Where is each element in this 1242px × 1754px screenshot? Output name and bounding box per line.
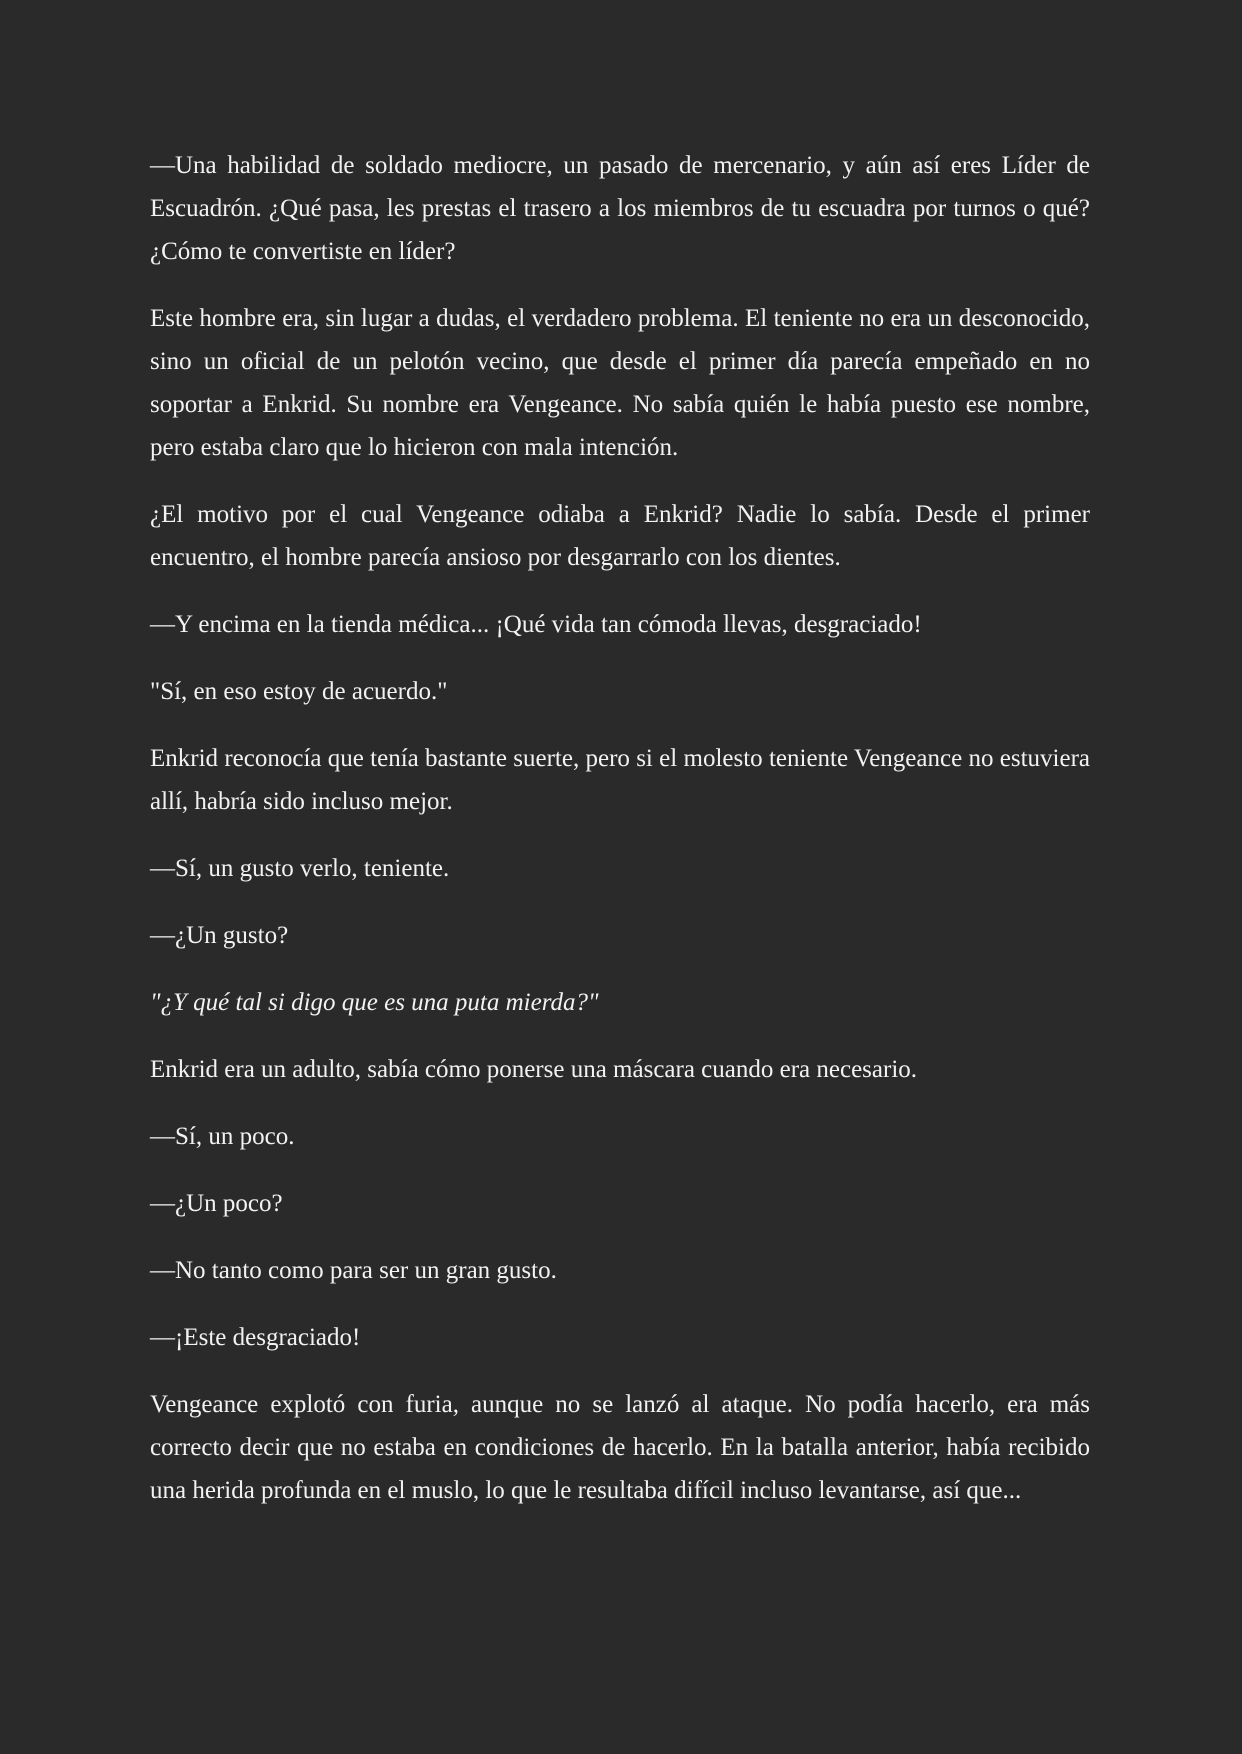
paragraph-10: Enkrid era un adulto, sabía cómo ponerse una máscara cuando era necesario. — [150, 1056, 918, 1083]
paragraph-3: ¿El motivo por el cual Vengeance odiaba a Enkrid? Nadie lo sabía. Desde el primer encuentro, el hombre parecía ansioso por desgarrarlo con los dientes. — [150, 501, 1090, 571]
paragraph-6: Enkrid reconocía que tenía bastante suerte, pero si el molesto teniente Vengeance no estuviera allí, habría sido incluso mejor. — [150, 745, 1090, 815]
paragraph-5: "Sí, en eso estoy de acuerdo." — [150, 678, 448, 705]
paragraph-15: Vengeance explotó con furia, aunque no se lanzó al ataque. No podía hacerlo, era más correcto decir que no estaba en condiciones de hacerlo. En la batalla anterior, había recibido una herida profunda en el muslo, lo que le resultaba difícil incluso levantarse, así que... — [150, 1391, 1090, 1504]
paragraph-12: —¿Un poco? — [150, 1190, 283, 1217]
paragraph-9: "¿Y qué tal si digo que es una puta mierda?" — [150, 989, 599, 1016]
paragraph-13: —No tanto como para ser un gran gusto. — [150, 1257, 557, 1284]
paragraph-2: Este hombre era, sin lugar a dudas, el verdadero problema. El teniente no era un desconocido, sino un oficial de un pelotón vecino, que desde el primer día parecía empeñado en no soportar a Enkrid. Su nombre era Vengeance. No sabía quién le había puesto ese nombre, pero estaba claro que lo hicieron con mala intención. — [150, 305, 1090, 461]
paragraph-11: —Sí, un poco. — [150, 1123, 295, 1150]
paragraph-7: —Sí, un gusto verlo, teniente. — [150, 855, 450, 882]
paragraph-14: —¡Este desgraciado! — [150, 1324, 361, 1351]
paragraph-8: —¿Un gusto? — [150, 922, 289, 949]
paragraph-1: —Una habilidad de soldado mediocre, un pasado de mercenario, y aún así eres Líder de Escuadrón. ¿Qué pasa, les prestas el trasero a los miembros de tu escuadra por turnos o qué? ¿Cómo te convertiste en líder? — [150, 152, 1090, 265]
paragraph-4: —Y encima en la tienda médica... ¡Qué vida tan cómoda llevas, desgraciado! — [150, 611, 922, 638]
